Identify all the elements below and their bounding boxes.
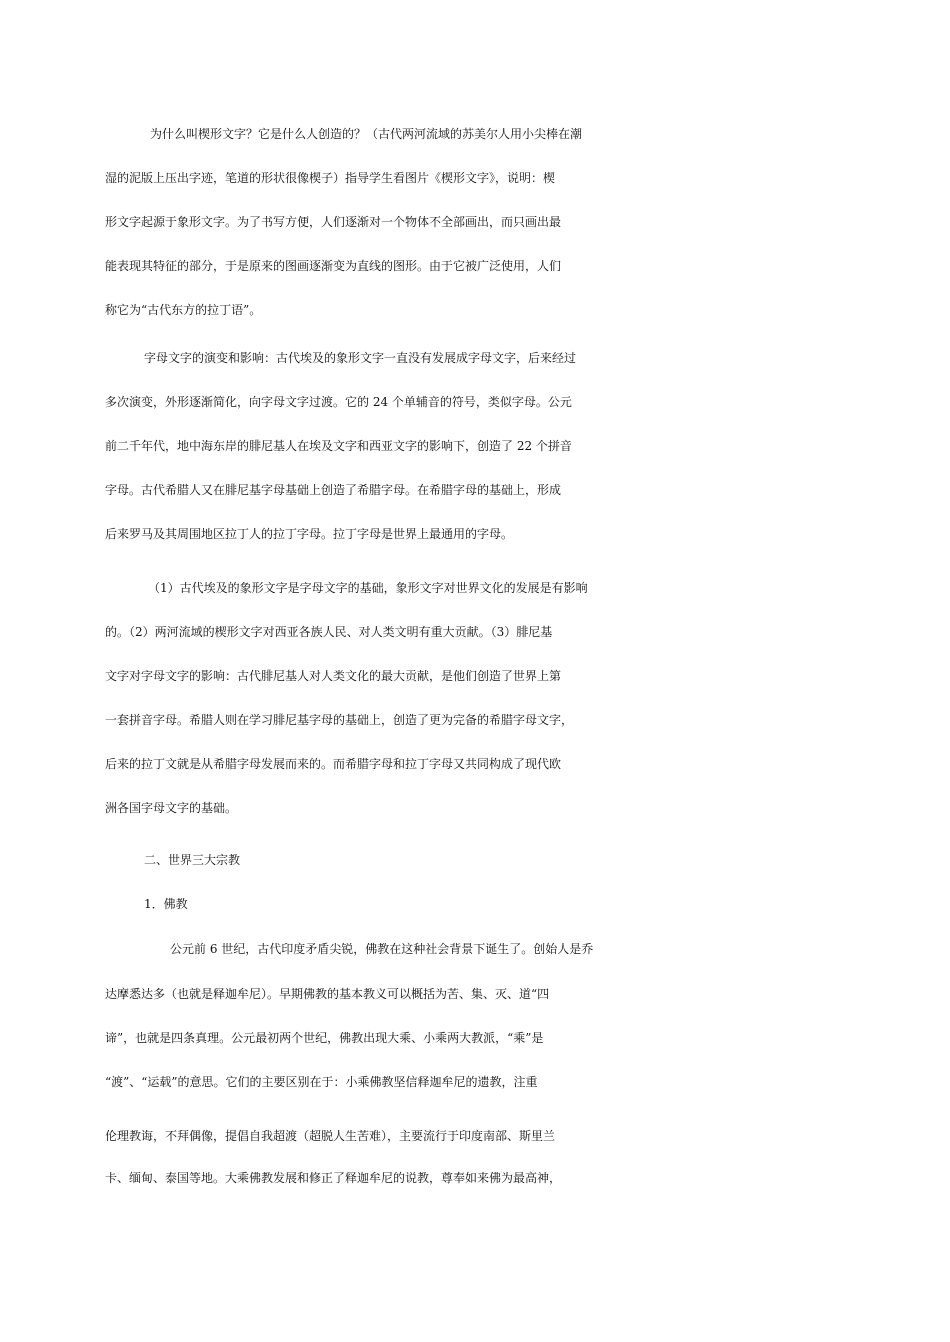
text-line: 洲各国字母文字的基础。 bbox=[105, 801, 238, 815]
text-line: 的。（2）两河流域的楔形文字对西亚各族人民、对人类文明有重大贡献。（3）腓尼基 bbox=[105, 625, 553, 639]
text-line: 公元前 6 世纪，古代印度矛盾尖锐，佛教在这种社会背景下诞生了。创始人是乔 bbox=[170, 942, 594, 956]
text-line: 能表现其特征的部分，于是原来的图画逐渐变为直线的图形。由于它被广泛使用，人们 bbox=[105, 259, 562, 273]
text-line: （1）古代埃及的象形文字是字母文字的基础，象形文字对世界文化的发展是有影响 bbox=[148, 581, 588, 595]
text-line: 卡、缅甸、泰国等地。大乘佛教发展和修正了释迦牟尼的说教，尊奉如来佛为最高神， bbox=[105, 1171, 562, 1185]
section-heading: 二、世界三大宗教 bbox=[144, 853, 241, 867]
text-line: 称它为“古代东方的拉丁语”。 bbox=[105, 303, 262, 317]
text-line: 谛”，也就是四条真理。公元最初两个世纪，佛教出现大乘、小乘两大教派，“乘”是 bbox=[105, 1031, 544, 1045]
subsection-heading: 1．佛教 bbox=[144, 897, 188, 911]
text-line: 为什么叫楔形文字？它是什么人创造的？（古代两河流域的苏美尔人用小尖棒在潮 bbox=[150, 127, 583, 141]
text-line: 后来罗马及其周围地区拉丁人的拉丁字母。拉丁字母是世界上最通用的字母。 bbox=[105, 527, 514, 541]
text-line: 前二千年代，地中海东岸的腓尼基人在埃及文字和西亚文字的影响下，创造了 22 个拼音 bbox=[105, 439, 572, 453]
text-line: 多次演变，外形逐渐简化，向字母文字过渡。它的 24 个单辅音的符号，类似字母。公元 bbox=[105, 395, 572, 409]
text-line: 文字对字母文字的影响：古代腓尼基人对人类文化的最大贡献，是他们创造了世界上第 bbox=[105, 669, 562, 683]
text-line: 形文字起源于象形文字。为了书写方便，人们逐渐对一个物体不全部画出，而只画出最 bbox=[105, 215, 562, 229]
text-line: 字母。古代希腊人又在腓尼基字母基础上创造了希腊字母。在希腊字母的基础上，形成 bbox=[105, 483, 562, 497]
text-line: 伦理教诲，不拜偶像，提倡自我超渡（超脱人生苦难），主要流行于印度南部、斯里兰 bbox=[105, 1129, 556, 1143]
text-line: 字母文字的演变和影响：古代埃及的象形文字一直没有发展成字母文字，后来经过 bbox=[144, 351, 577, 365]
text-line: 后来的拉丁文就是从希腊字母发展而来的。而希腊字母和拉丁字母又共同构成了现代欧 bbox=[105, 757, 562, 771]
text-line: “渡”、“运载”的意思。它们的主要区别在于：小乘佛教坚信释迦牟尼的遗教，注重 bbox=[105, 1075, 538, 1089]
text-line: 湿的泥版上压出字迹，笔道的形状很像楔子）指导学生看图片《楔形文字》，说明：楔 bbox=[105, 171, 556, 185]
text-line: 一套拼音字母。希腊人则在学习腓尼基字母的基础上，创造了更为完备的希腊字母文字， bbox=[105, 713, 574, 727]
text-line: 达摩悉达多（也就是释迦牟尼）。早期佛教的基本教义可以概括为苦、集、灭、道“四 bbox=[105, 987, 550, 1001]
